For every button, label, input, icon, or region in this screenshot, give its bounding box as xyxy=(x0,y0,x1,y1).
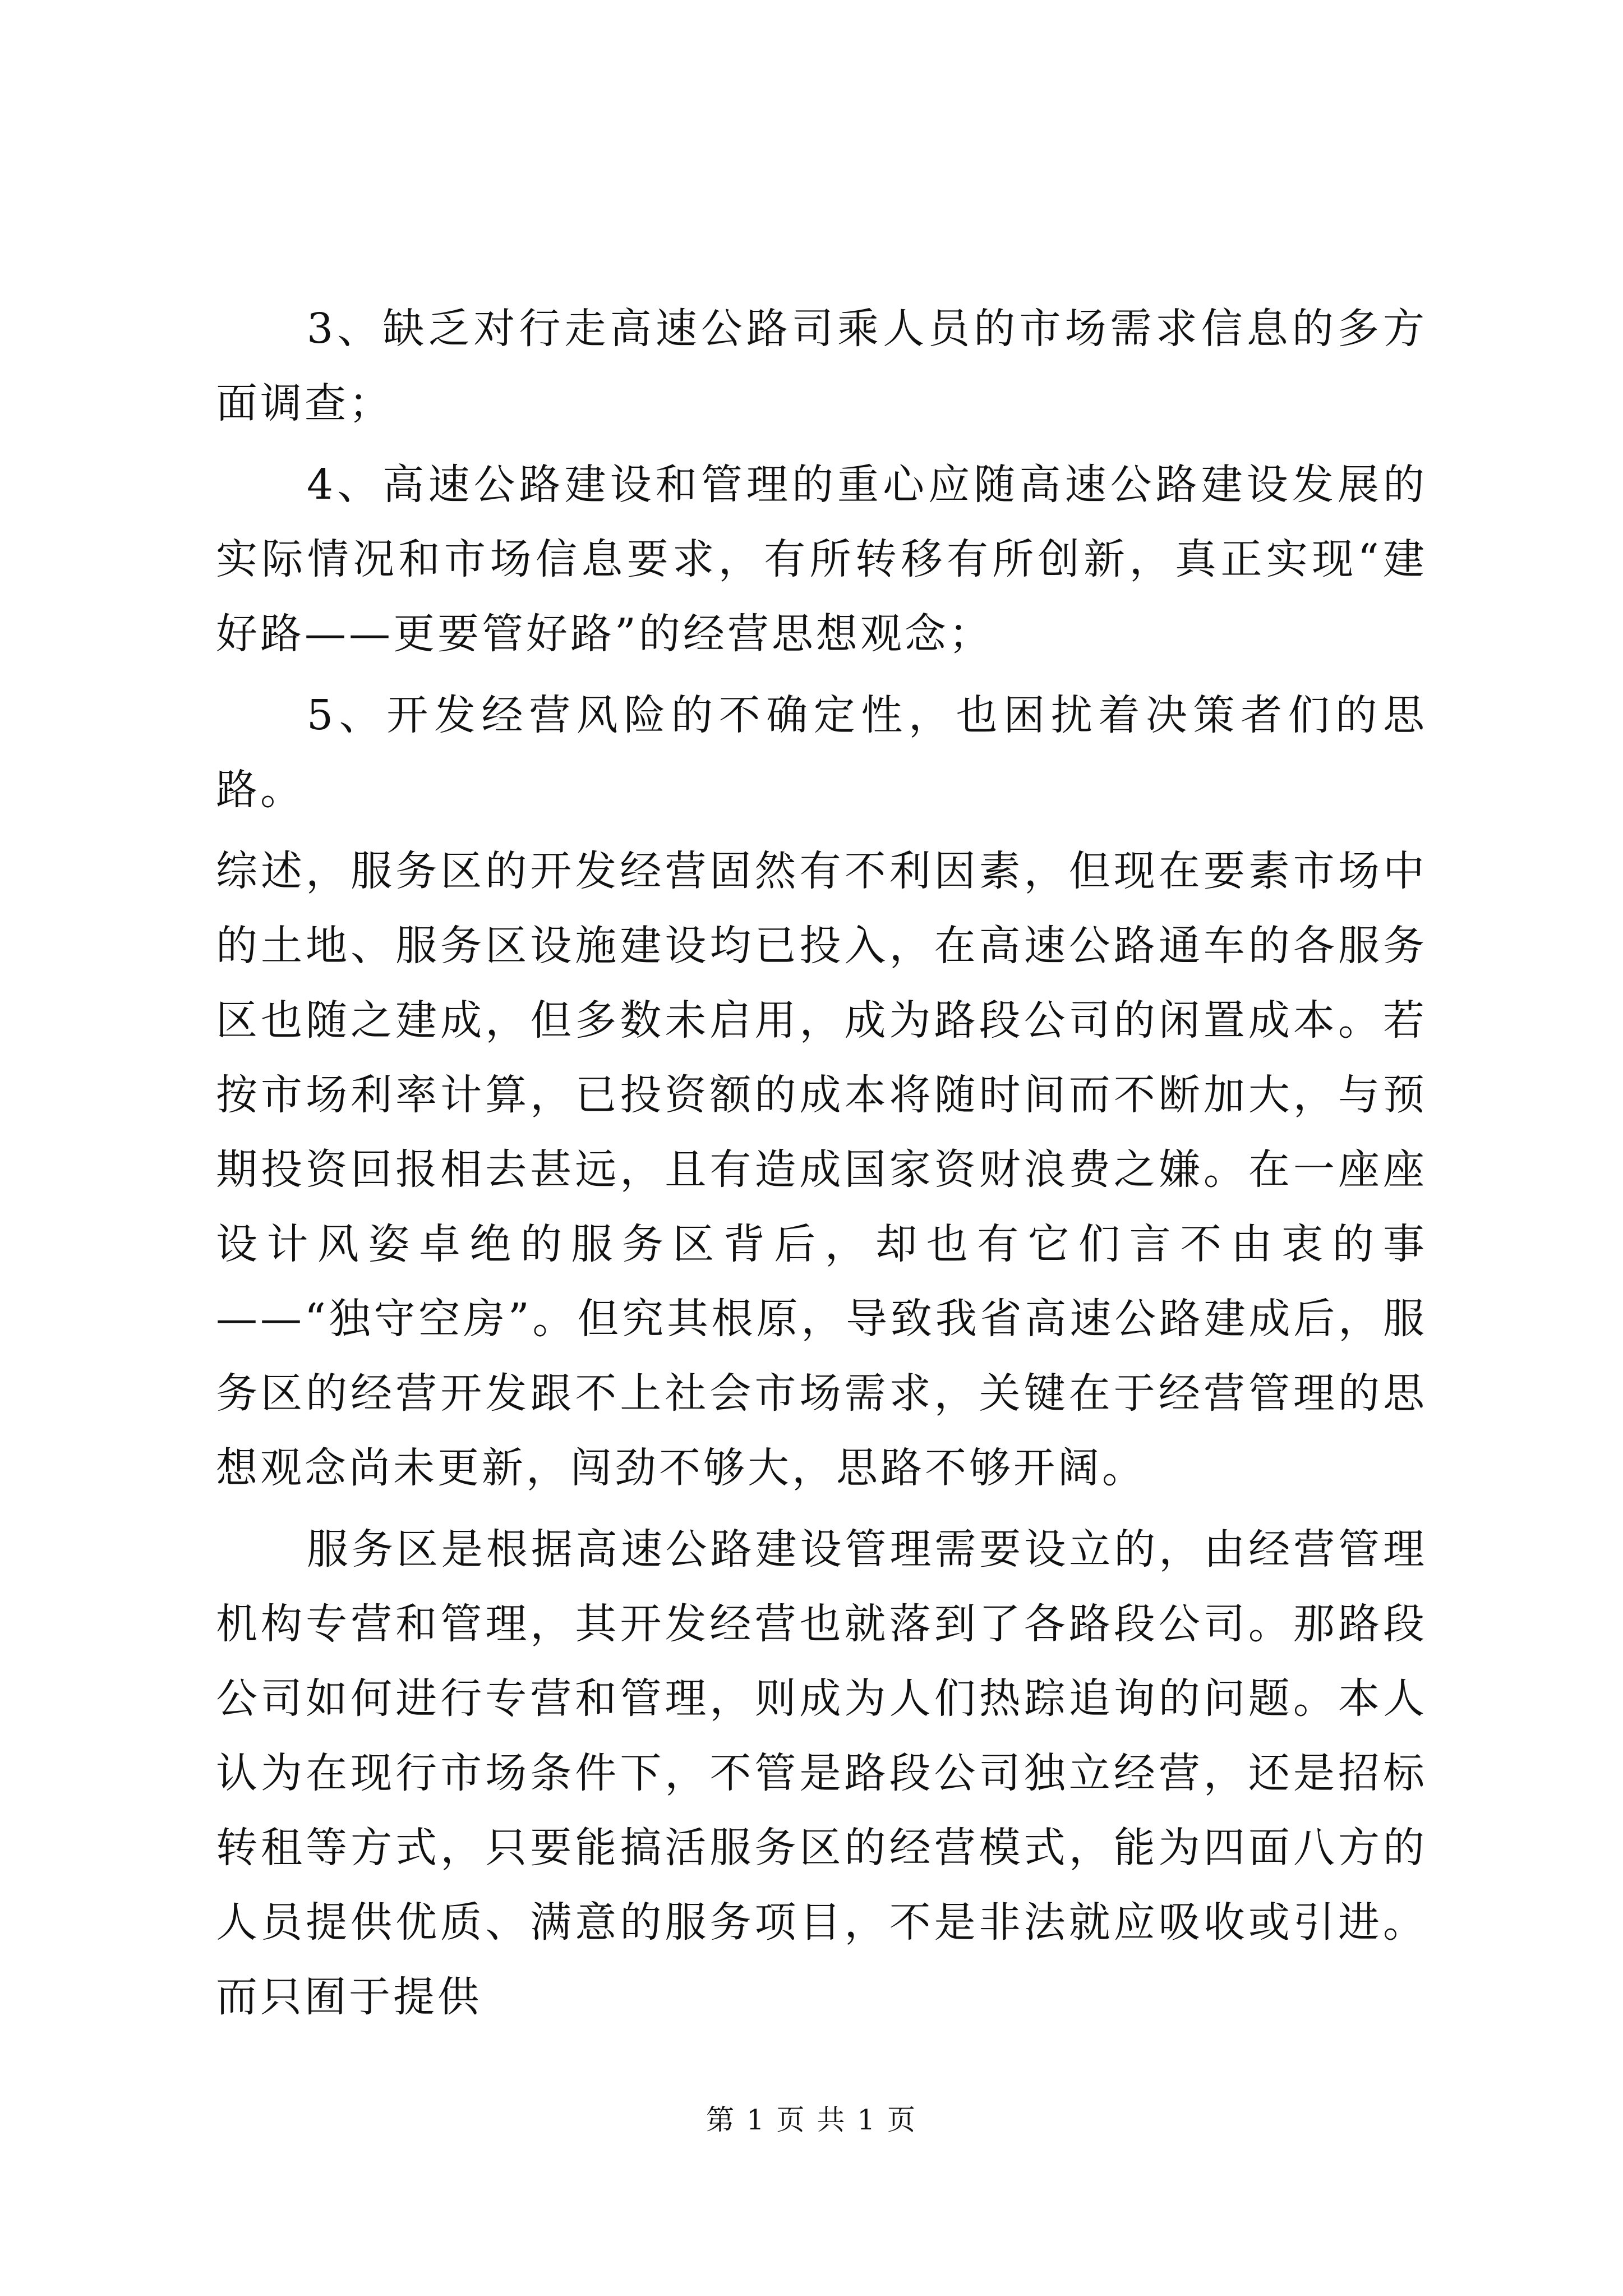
paragraph-item-5: 5、开发经营风险的不确定性，也困扰着决策者们的思路。 xyxy=(216,691,1427,814)
paragraph-item-4: 4、高速公路建设和管理的重心应随高速公路建设发展的实际情况和市场信息要求，有所转移有所创新，真正实现“建好路——更要管好路”的经营思想观念； xyxy=(216,461,1427,658)
service-area-paragraph: 服务区是根据高速公路建设管理需要设立的，由经营管理机构专营和管理，其开发经营也就落到了各路段公司。那路段公司如何进行专营和管理，则成为人们热踪追询的问题。本人认为在现行市场条件下，不管是路段公司独立经营，还是招标转租等方式，只要能搞活服务区的经营模式，能为四面八方的人员提供优质、满意的服务项目，不是非法就应吸收或引进。而只囿于提供 xyxy=(216,1525,1427,2021)
summary-paragraph: 综述，服务区的开发经营固然有不利因素，但现在要素市场中的土地、服务区设施建设均已投入，在高速公路通车的各服务区也随之建成，但多数未启用，成为路段公司的闲置成本。若按市场利率计算，已投资额的成本将随时间而不断加大，与预期投资回报相去甚远，且有造成国家资财浪费之嫌。在一座座设计风姿卓绝的服务区背后，却也有它们言不由衷的事——“独守空房”。但究其根原，导致我省高速公路建成后，服务区的经营开发跟不上社会市场需求，关键在于经营管理的思想观念尚未更新，闯劲不够大，思路不够开阔。 xyxy=(216,847,1427,1492)
document-body xyxy=(216,292,1427,2041)
page-footer: 第 1 页 共 1 页 xyxy=(706,2104,917,2136)
paragraph-item-3: 3、缺乏对行走高速公路司乘人员的市场需求信息的多方面调查； xyxy=(216,305,1427,427)
